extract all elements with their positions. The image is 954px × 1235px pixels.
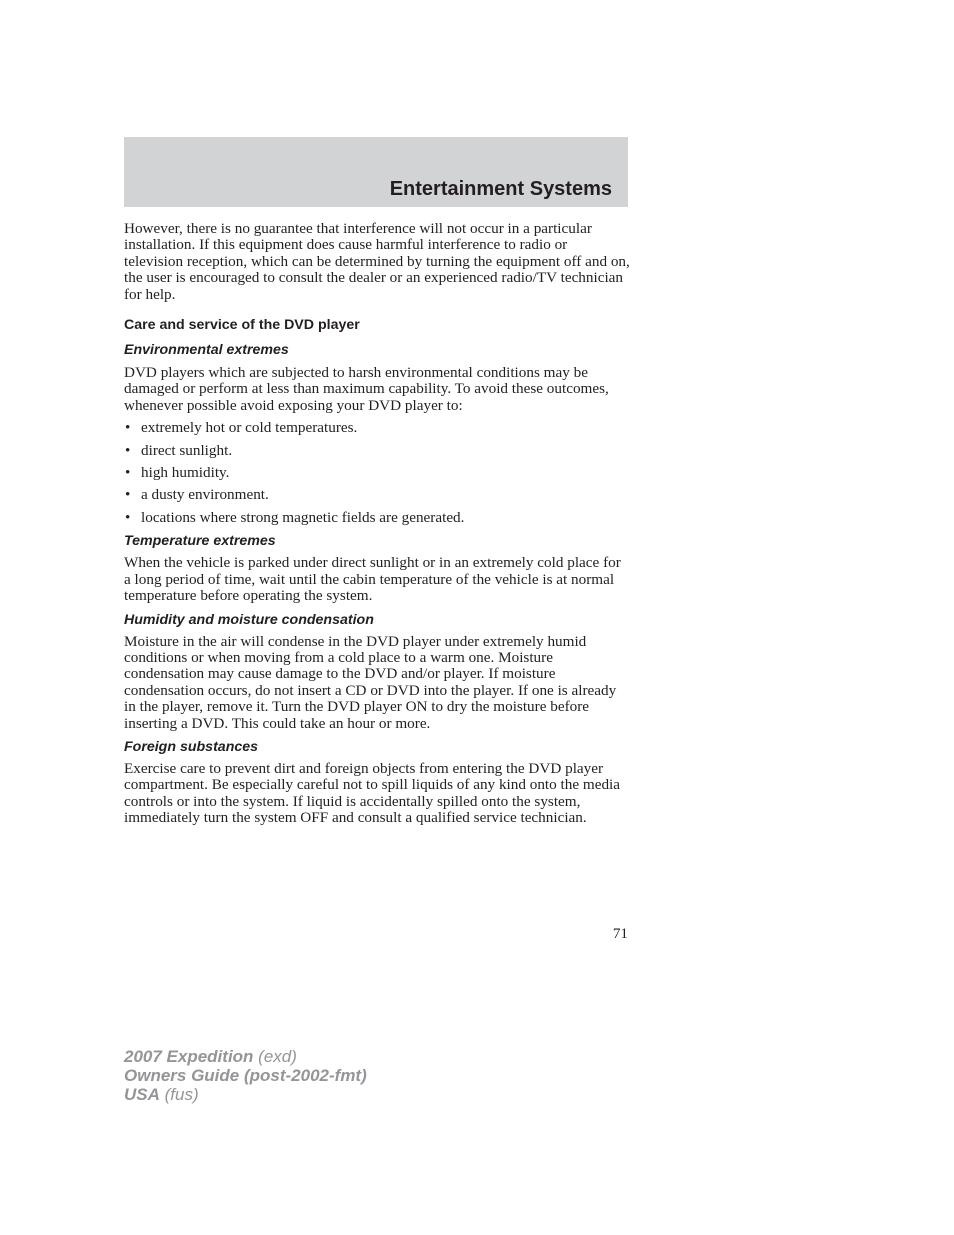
list-item-text: extremely hot or cold temperatures. [141, 419, 358, 437]
section-header-band [124, 137, 628, 207]
humidity-heading: Humidity and moisture condensation [124, 611, 374, 628]
humidity-paragraph: Moisture in the air will condense in the DVD player under extremely humid conditions or when moving from a cold place to a warm one. Moisture condensation may cause damage to the DVD and/or player. If moisture condensation occurs, do not insert a CD or DVD into the player. If one is already in the player, remove it. Turn the DVD player ON to dry the moisture before inserting a DVD. This could take an hour or more. [124, 632, 617, 732]
list-item-text: a dusty environment. [141, 486, 269, 504]
bullet-icon: • [125, 508, 131, 526]
environmental-heading: Environmental extremes [124, 342, 289, 359]
list-item-text: high humidity. [141, 464, 230, 482]
foreign-heading: Foreign substances [124, 738, 259, 755]
environmental-list [124, 420, 630, 526]
bullet-icon: • [125, 441, 131, 459]
care-heading: Care and service of the DVD player [124, 317, 360, 334]
temperature-paragraph: When the vehicle is parked under direct sunlight or in an extremely cold place for a long period of time, wait until the cabin temperature of the vehicle is at normal temperature before operating the system. [124, 554, 621, 605]
page-content [124, 221, 630, 827]
bullet-icon: • [125, 464, 131, 482]
footer-model: 2007 Expedition [124, 1047, 254, 1066]
temperature-heading: Temperature extremes [124, 533, 276, 550]
environmental-paragraph: DVD players which are subjected to harsh environmental conditions may be damaged or perform at less than maximum capability. To avoid these outcomes, whenever possible avoid exposing your DVD player to: [124, 364, 609, 414]
footer-line-model [124, 1047, 367, 1066]
page-number: 71 [612, 925, 628, 942]
list-item [124, 420, 630, 436]
list-item [124, 443, 630, 459]
list-item [124, 487, 630, 503]
bullet-icon: • [125, 486, 131, 504]
foreign-paragraph: Exercise care to prevent dirt and foreign objects from entering the DVD player compartment. Be especially careful not to spill liquids of any kind onto the media controls or into the system. If liquid is accidentally spilled onto the system, immediately turn the system OFF and consult a qualified service technician. [124, 759, 621, 827]
section-title: Entertainment Systems [389, 178, 612, 200]
footer-guide: Owners Guide (post-2002-fmt) [124, 1066, 367, 1085]
footer-market-code: (fus) [164, 1085, 199, 1104]
footer-line-guide [124, 1066, 367, 1085]
list-item-text: locations where strong magnetic fields are generated. [141, 508, 465, 526]
bullet-icon: • [125, 419, 131, 437]
footer-line-market [124, 1085, 367, 1104]
intro-paragraph: However, there is no guarantee that interference will not occur in a particular installation. If this equipment does cause harmful interference to radio or television reception, which can be determined by turning the equipment off and on, the user is encouraged to consult the dealer or an experienced radio/TV technician for help. [124, 220, 630, 303]
footer-market: USA [124, 1085, 160, 1104]
list-item-text: direct sunlight. [141, 441, 233, 459]
document-footer [124, 1047, 367, 1104]
list-item [124, 465, 630, 481]
list-item [124, 510, 630, 526]
footer-model-code: (exd) [258, 1047, 297, 1066]
